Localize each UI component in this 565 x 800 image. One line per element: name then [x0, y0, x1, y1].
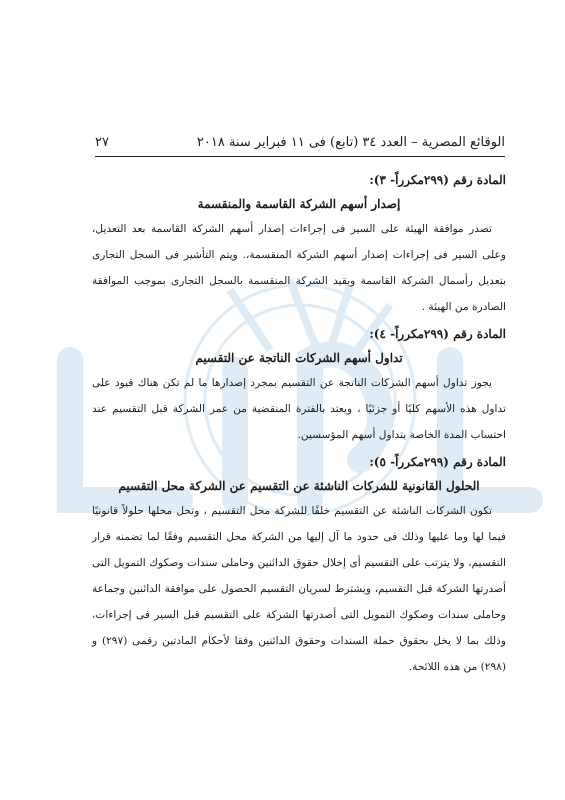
article-section	[92, 324, 506, 448]
article-label: المادة رقم (٢٩٩مكرراً- ٤):	[369, 327, 506, 341]
article-title: إصدار أسهم الشركة القاسمة والمنقسمة	[197, 197, 401, 211]
document-body	[92, 170, 506, 680]
article-label: المادة رقم (٢٩٩مكرراً- ٣):	[369, 173, 506, 187]
article-title: تداول أسهم الشركات الناتجة عن التقسيم	[195, 351, 403, 365]
article-paragraph: تكون الشركات الناشئة عن التقسيم خلفًا للشركة محل التقسيم ، وتحل محلها حلولاً قانونيًا فيما لها وما عليها وذلك فى حدود ما آل إليها من الشركة محل التقسيم وفقًا لما تضمنه قرار التقسيم، ولا يترتب على التقسيم أى إخلال حقوق الدائنين وحاملى سندات وصكوك التمويل التى أصدرتها الشركة قبل التقسيم، ويشترط لسريان التقسيم الحصول على موافقة الدائنين وجماعة وحاملى سندات وصكوك التمويل التى أصدرتها الشركة على التقسيم قبل السير فى إجراءات، وذلك بما لا يخل بحقوق حملة السندات وحقوق الدائنين وفقا لأحكام المادتين رقمى (٢٩٧) و (٢٩٨) من هذه اللائحة.	[92, 505, 506, 673]
page-number: ٢٧	[95, 134, 109, 150]
article-label: المادة رقم (٢٩٩مكرراً- ٥):	[369, 455, 506, 469]
article-paragraph: تصدر موافقة الهيئة على السير فى إجراءات إصدار أسهم الشركة القاسمة بعد التعديل، وعلى السير فى إجراءات إصدار أسهم الشركة المنقسمة،. ويتم التأشير فى السجل التجارى بتعديل رأسمال الشركة القاسمة وبقيد الشركة المنقسمة بالسجل التجارى بموجب الموافقة الصادرة من الهيئة .	[92, 223, 506, 313]
header-title: الوقائع المصرية – العدد ٣٤ (تابع) فى ١١ فبراير سنة ٢٠١٨	[196, 134, 505, 150]
header-divider	[95, 156, 505, 157]
article-section	[92, 452, 506, 680]
article-title: الحلول القانونية للشركات الناشئة عن التقسيم عن الشركة محل التقسيم	[118, 479, 480, 493]
article-paragraph: يجوز تداول أسهم الشركات الناتجة عن التقسيم بمجرد إصدارها ما لم تكن هناك قيود على تداول هذه الأسهم كليًا أو جزئيًا ، ويعتد بالفترة المنقضية من عمر الشركة قبل التقسيم عند احتساب المدة الخاصة بتداول أسهم المؤسسين.	[92, 377, 506, 441]
article-section	[92, 170, 506, 320]
page-header	[95, 131, 505, 153]
